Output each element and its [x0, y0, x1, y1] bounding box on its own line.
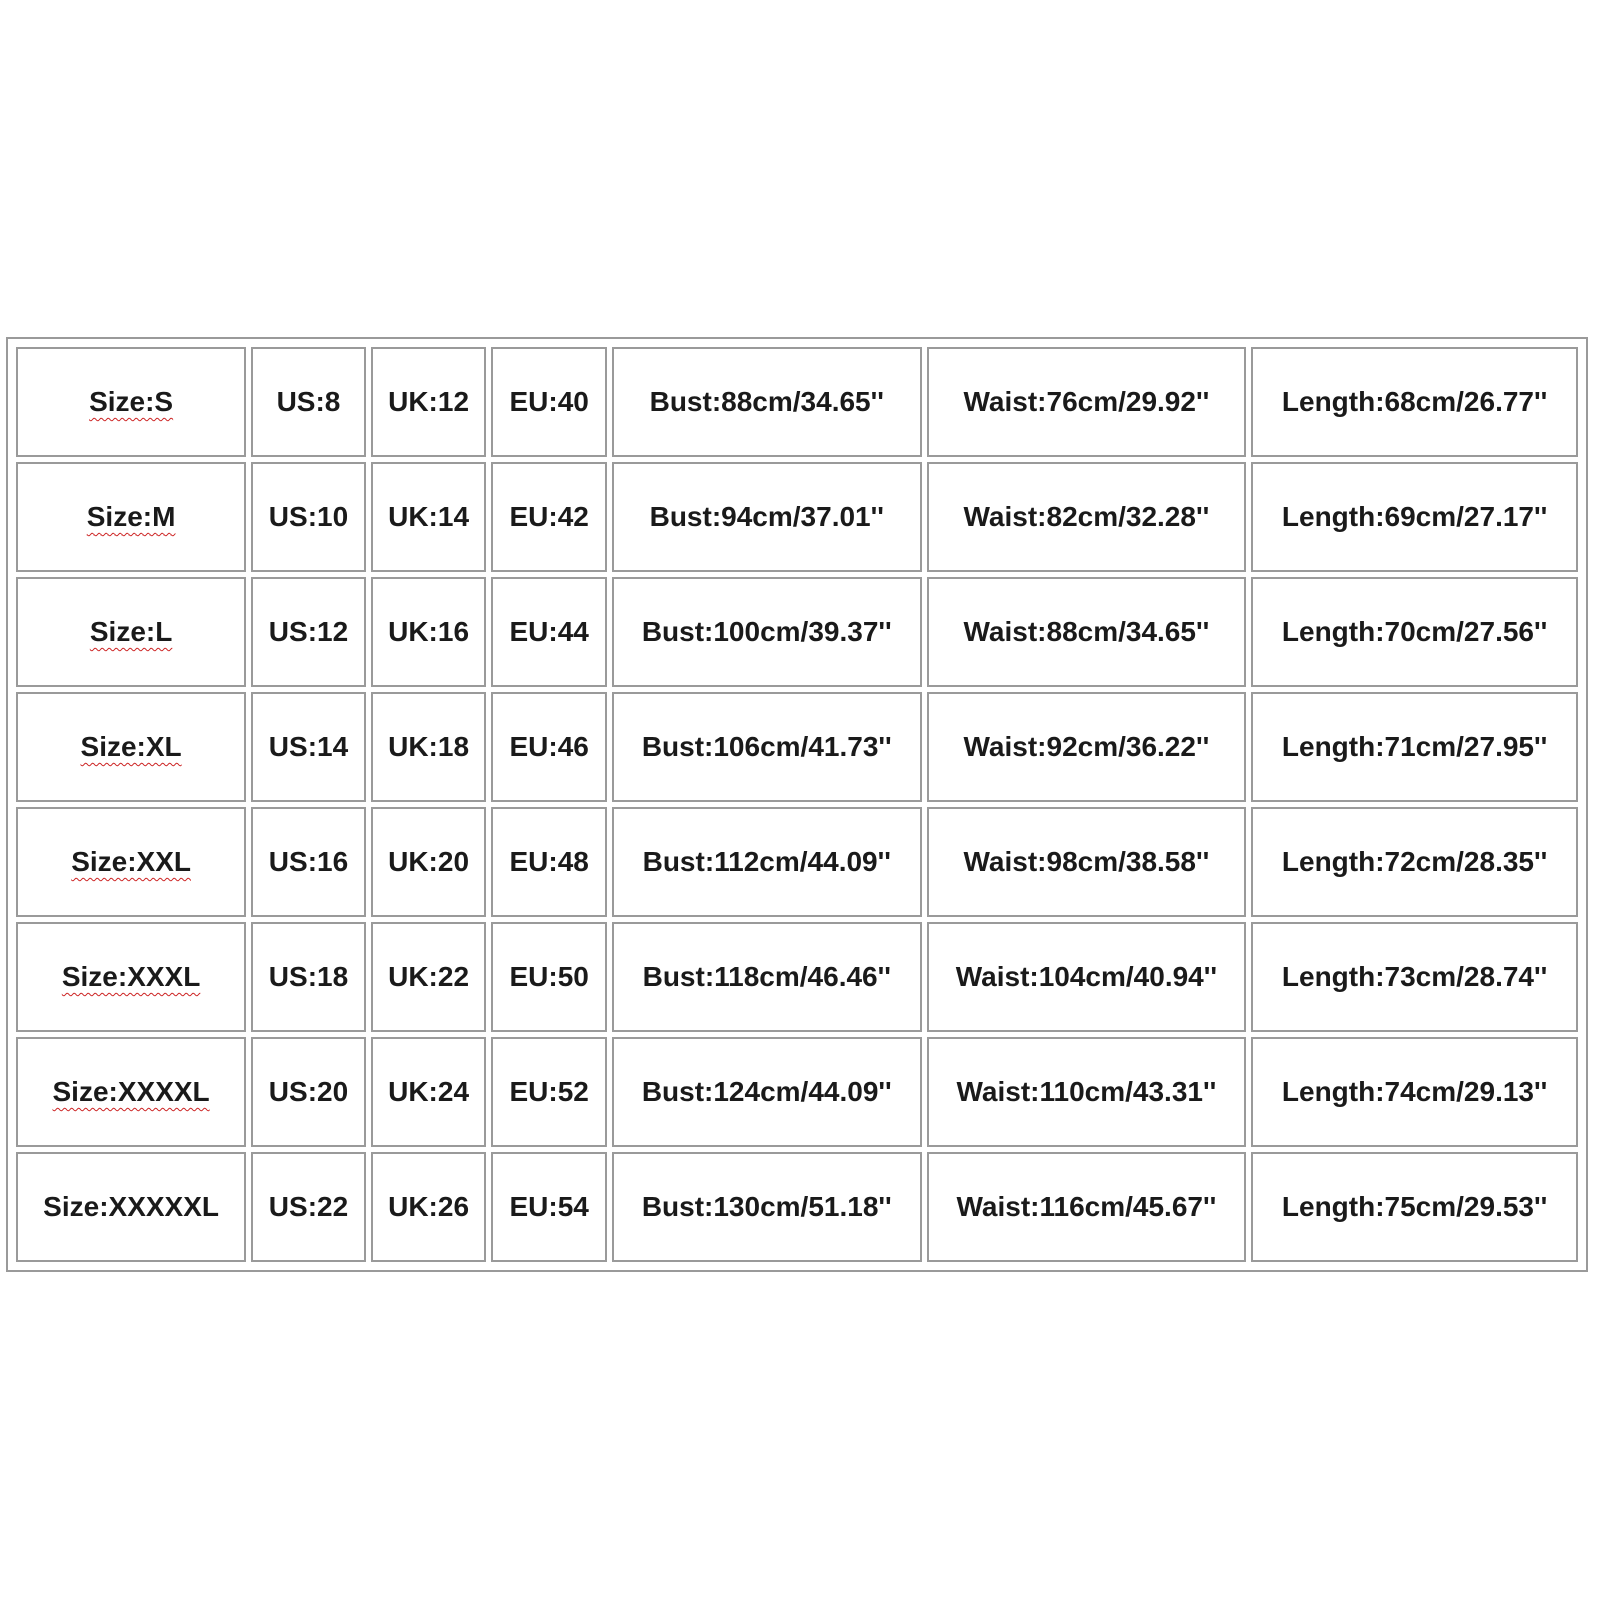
size-table — [11, 342, 1583, 1267]
table-row — [16, 1152, 1578, 1262]
us-size-cell: US:16 — [251, 807, 366, 917]
bust-cell: Bust:118cm/46.46'' — [612, 922, 922, 1032]
bust-cell: Bust:88cm/34.65'' — [612, 347, 922, 457]
size-cell — [16, 1152, 246, 1262]
size-cell — [16, 462, 246, 572]
uk-size-cell: UK:24 — [371, 1037, 487, 1147]
uk-size-cell: UK:18 — [371, 692, 487, 802]
length-cell: Length:74cm/29.13'' — [1251, 1037, 1578, 1147]
length-cell: Length:68cm/26.77'' — [1251, 347, 1578, 457]
size-cell — [16, 1037, 246, 1147]
waist-cell: Waist:92cm/36.22'' — [927, 692, 1247, 802]
table-row — [16, 462, 1578, 572]
eu-size-cell: EU:40 — [491, 347, 607, 457]
size-cell — [16, 577, 246, 687]
eu-size-cell: EU:48 — [491, 807, 607, 917]
size-label: Size:L — [89, 616, 173, 647]
waist-cell: Waist:76cm/29.92'' — [927, 347, 1247, 457]
eu-size-cell: EU:52 — [491, 1037, 607, 1147]
size-chart — [6, 337, 1588, 1272]
table-row — [16, 807, 1578, 917]
waist-cell: Waist:88cm/34.65'' — [927, 577, 1247, 687]
size-cell — [16, 347, 246, 457]
table-row — [16, 692, 1578, 802]
length-cell: Length:72cm/28.35'' — [1251, 807, 1578, 917]
size-label: Size:XXL — [71, 846, 191, 877]
bust-cell: Bust:124cm/44.09'' — [612, 1037, 922, 1147]
uk-size-cell: UK:14 — [371, 462, 487, 572]
length-cell: Length:75cm/29.53'' — [1251, 1152, 1578, 1262]
length-cell: Length:69cm/27.17'' — [1251, 462, 1578, 572]
table-row — [16, 347, 1578, 457]
us-size-cell: US:22 — [251, 1152, 366, 1262]
waist-cell: Waist:116cm/45.67'' — [927, 1152, 1247, 1262]
us-size-cell: US:8 — [251, 347, 366, 457]
uk-size-cell: UK:26 — [371, 1152, 487, 1262]
eu-size-cell: EU:50 — [491, 922, 607, 1032]
us-size-cell: US:10 — [251, 462, 366, 572]
size-label: Size:M — [86, 501, 176, 532]
length-cell: Length:73cm/28.74'' — [1251, 922, 1578, 1032]
size-label: Size:XXXL — [61, 961, 201, 992]
eu-size-cell: EU:54 — [491, 1152, 607, 1262]
bust-cell: Bust:106cm/41.73'' — [612, 692, 922, 802]
uk-size-cell: UK:16 — [371, 577, 487, 687]
table-row — [16, 922, 1578, 1032]
uk-size-cell: UK:20 — [371, 807, 487, 917]
table-row — [16, 1037, 1578, 1147]
us-size-cell: US:12 — [251, 577, 366, 687]
eu-size-cell: EU:42 — [491, 462, 607, 572]
eu-size-cell: EU:44 — [491, 577, 607, 687]
bust-cell: Bust:112cm/44.09'' — [612, 807, 922, 917]
eu-size-cell: EU:46 — [491, 692, 607, 802]
size-cell — [16, 692, 246, 802]
table-row — [16, 577, 1578, 687]
waist-cell: Waist:98cm/38.58'' — [927, 807, 1247, 917]
size-label: Size:S — [89, 386, 174, 417]
bust-cell: Bust:130cm/51.18'' — [612, 1152, 922, 1262]
us-size-cell: US:20 — [251, 1037, 366, 1147]
size-label: Size:XL — [80, 731, 182, 762]
size-label: Size:XXXXL — [52, 1076, 210, 1107]
uk-size-cell: UK:12 — [371, 347, 487, 457]
waist-cell: Waist:104cm/40.94'' — [927, 922, 1247, 1032]
bust-cell: Bust:100cm/39.37'' — [612, 577, 922, 687]
size-label: Size:XXXXXL — [43, 1191, 220, 1222]
length-cell: Length:70cm/27.56'' — [1251, 577, 1578, 687]
bust-cell: Bust:94cm/37.01'' — [612, 462, 922, 572]
waist-cell: Waist:110cm/43.31'' — [927, 1037, 1247, 1147]
us-size-cell: US:18 — [251, 922, 366, 1032]
waist-cell: Waist:82cm/32.28'' — [927, 462, 1247, 572]
size-cell — [16, 807, 246, 917]
uk-size-cell: UK:22 — [371, 922, 487, 1032]
us-size-cell: US:14 — [251, 692, 366, 802]
length-cell: Length:71cm/27.95'' — [1251, 692, 1578, 802]
size-cell — [16, 922, 246, 1032]
